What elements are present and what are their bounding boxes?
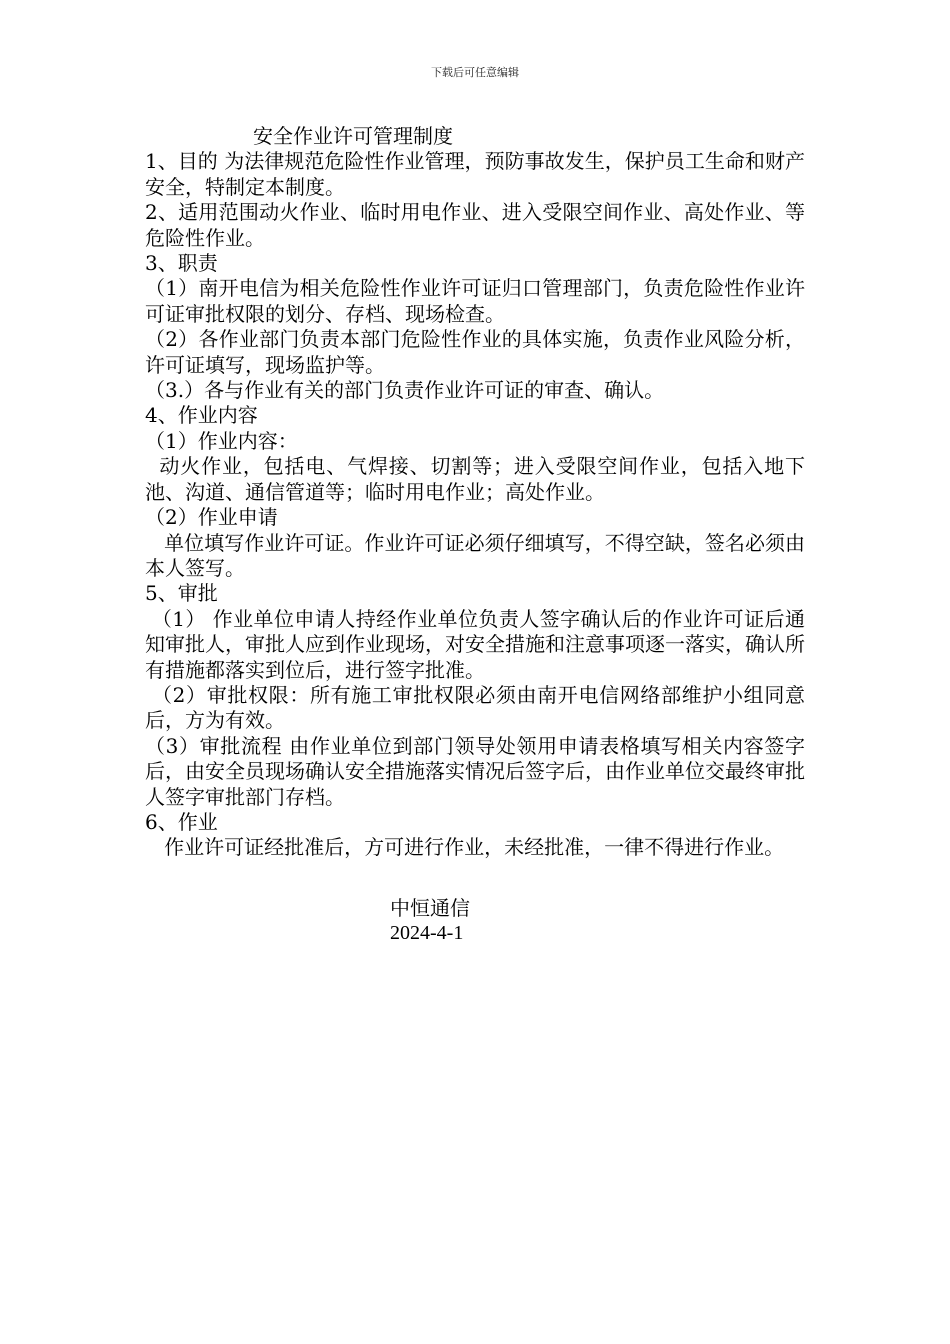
section-responsibilities-heading: 3、职责 (145, 251, 218, 276)
section-approval-heading: 5、审批 (145, 581, 218, 606)
section-purpose: 1、目的 为法律规范危险性作业管理，预防事故发生，保护员工生命和财产安全，特制定本制度。 (145, 149, 805, 199)
approval-item-1: （1） 作业单位申请人持经作业单位负责人签字确认后的作业许可证后通知审批人，审批人应到作业现场，对安全措施和注意事项逐一落实，确认所有措施都落实到位后，进行签字批准。 (145, 606, 806, 682)
signature-date: 2024-4-1 (390, 922, 464, 945)
responsibility-item-3: （3.）各与作业有关的部门负责作业许可证的审查、确认。 (145, 378, 665, 403)
document-title: 安全作业许可管理制度 (253, 124, 453, 148)
work-application-subheading: （2）作业申请 (145, 505, 278, 530)
approval-item-3: （3）审批流程 由作业单位到部门领导处领用申请表格填写相关内容签字后，由安全员现场确认安全措施落实情况后签字后，由作业单位交最终审批人签字审批部门存档。 (145, 733, 805, 809)
section-scope: 2、适用范围动火作业、临时用电作业、进入受限空间作业、高处作业、等危险性作业。 (145, 200, 805, 250)
signature-block (390, 896, 470, 947)
work-application-body: 单位填写作业许可证。作业许可证必须仔细填写，不得空缺，签名必须由本人签写。 (145, 530, 805, 580)
document-body (145, 124, 805, 861)
section-operation-heading: 6、作业 (145, 809, 218, 834)
section-work-content-heading: 4、作业内容 (145, 403, 258, 428)
approval-item-2: （2）审批权限：所有施工审批权限必须由南开电信网络部维护小组同意后，方为有效。 (145, 682, 805, 733)
page-header-note: 下载后可任意编辑 (431, 66, 519, 79)
work-content-subheading: （1）作业内容： (145, 428, 298, 453)
work-content-body: 动火作业，包括电、气焊接、切割等；进入受限空间作业，包括入地下池、沟道、通信管道等；临时用电作业；高处作业。 (145, 454, 805, 504)
responsibility-item-1: （1）南开电信为相关危险性作业许可证归口管理部门，负责危险性作业许可证审批权限的划分、存档、现场检查。 (145, 276, 805, 326)
responsibility-item-2: （2）各作业部门负责本部门危险性作业的具体实施，负责作业风险分析，许可证填写，现场监护等。 (145, 327, 805, 377)
operation-body: 作业许可证经批准后，方可进行作业，未经批准，一律不得进行作业。 (145, 835, 785, 860)
signature-company: 中恒通信 (390, 896, 470, 920)
